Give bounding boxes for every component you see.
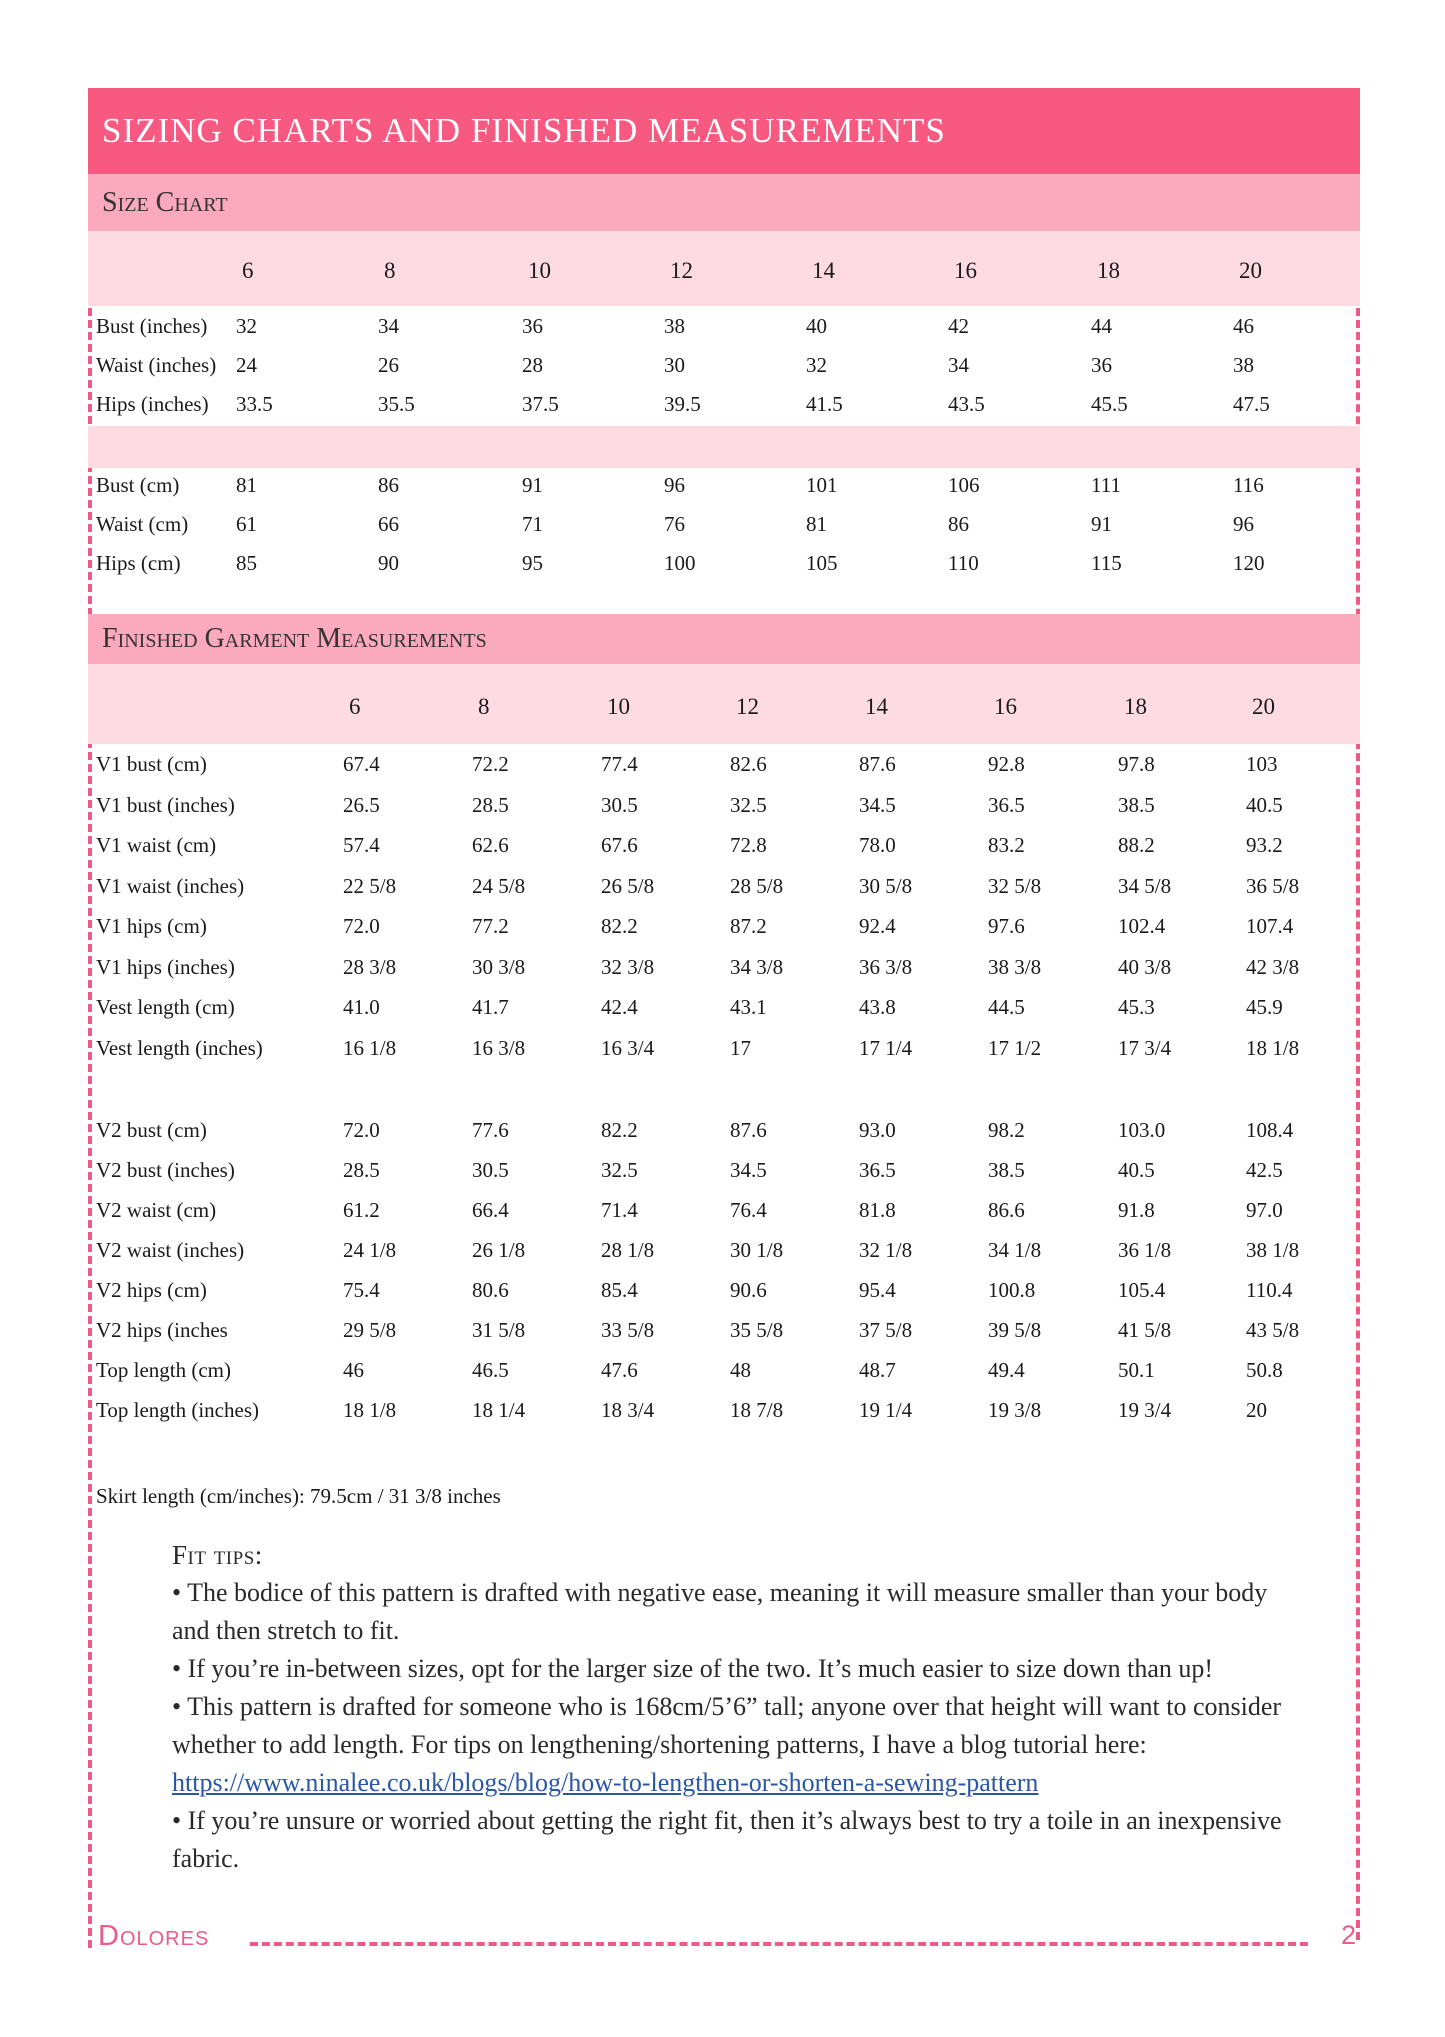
table-cell: 76 [664,512,685,536]
table-cell: 32 [236,314,257,338]
row-label: Vest length (inches) [96,1035,263,1060]
fit-tip-toile: • If you’re unsure or worried about getting the right fit, then it’s always best to try a toile in an inexpensive fabric. [172,1806,1282,1873]
size-header-8: 8 [384,258,396,283]
table-cell: 120 [1233,551,1265,575]
table-cell: 32.5 [601,1158,638,1182]
table-cell: 35.5 [378,392,415,416]
table-cell: 77.4 [601,752,638,776]
finished-header-band [88,664,1360,744]
table-cell: 71.4 [601,1198,638,1222]
table-cell: 61.2 [343,1198,380,1222]
size-header-6: 6 [349,694,361,719]
table-cell: 46 [343,1358,364,1382]
table-cell: 24 1/8 [343,1238,397,1262]
finished-garment-heading: Finished Garment Measurements [88,614,1360,664]
table-cell: 110 [948,551,979,575]
table-cell: 96 [664,473,685,497]
size-header-18: 18 [1097,258,1120,283]
table-cell: 92.4 [859,914,896,938]
table-cell: 98.2 [988,1118,1025,1142]
table-cell: 28.5 [472,792,509,817]
footer-brand: Dolores [98,1920,210,1952]
table-cell: 82.6 [730,752,767,776]
table-cell: 43.5 [948,392,985,416]
table-cell: 30 [664,353,685,377]
table-row [88,551,1360,589]
table-cell: 46.5 [472,1358,509,1382]
table-cell: 33.5 [236,392,273,416]
table-cell: 42.5 [1246,1158,1283,1182]
table-cell: 24 5/8 [472,873,526,898]
table-cell: 72.8 [730,833,767,857]
table-cell: 38 [664,314,685,338]
table-cell: 18 1/8 [1246,1035,1300,1060]
table-cell: 92.8 [988,752,1025,776]
table-row [88,874,1360,912]
table-cell: 44.5 [988,995,1025,1019]
size-header-18: 18 [1124,694,1147,719]
table-row [88,512,1360,550]
table-cell: 40 3/8 [1118,954,1172,979]
table-cell: 86.6 [988,1198,1025,1222]
row-label: V2 hips (cm) [96,1278,207,1302]
table-cell: 78.0 [859,833,896,857]
table-cell: 22 5/8 [343,873,397,898]
size-chart-header-band [88,231,1360,306]
table-cell: 91 [1091,512,1112,536]
table-cell: 35 5/8 [730,1318,784,1342]
table-cell: 40 [806,314,827,338]
table-cell: 86 [948,512,969,536]
table-row [88,752,1360,790]
table-cell: 95.4 [859,1278,896,1302]
size-header-20: 20 [1252,694,1275,719]
table-cell: 66 [378,512,399,536]
row-label: V1 waist (cm) [96,833,217,857]
table-cell: 34 3/8 [730,954,784,979]
table-cell: 72.2 [472,752,509,776]
table-row [88,1318,1360,1356]
row-label: Hips (cm) [96,551,181,575]
table-cell: 57.4 [343,833,380,857]
table-cell: 42.4 [601,995,638,1019]
table-cell: 67.6 [601,833,638,857]
fit-tip-height-text: • This pattern is drafted for someone who is 168cm/5’6” tall; anyone over that height will want to consider whether to add length. For tips on lengthening/shortening patterns, I have a blog tutorial here: [172,1692,1282,1759]
table-cell: 28 5/8 [730,873,784,898]
table-cell: 32.5 [730,792,767,817]
fit-tip-height [172,1688,1302,1802]
table-cell: 18 7/8 [730,1398,784,1422]
table-cell: 66.4 [472,1198,509,1222]
table-cell: 43 5/8 [1246,1318,1300,1342]
table-cell: 50.1 [1118,1358,1155,1382]
table-cell: 100 [664,551,696,575]
size-header-16: 16 [994,694,1017,719]
table-cell: 34.5 [859,792,896,817]
table-cell: 106 [948,473,980,497]
size-header-10: 10 [528,258,551,283]
table-cell: 81 [806,512,827,536]
size-header-12: 12 [736,694,759,719]
table-cell: 45.3 [1118,995,1155,1019]
table-cell: 45.9 [1246,995,1283,1019]
table-row [88,833,1360,871]
table-cell: 34 [948,353,969,377]
table-cell: 17 1/2 [988,1035,1042,1060]
table-cell: 67.4 [343,752,380,776]
table-cell: 38.5 [988,1158,1025,1182]
size-chart-divider-band [88,426,1360,468]
table-cell: 18 3/4 [601,1398,655,1422]
table-cell: 19 1/4 [859,1398,913,1422]
table-cell: 76.4 [730,1198,767,1222]
table-cell: 100.8 [988,1278,1036,1302]
table-cell: 36 3/8 [859,954,913,979]
table-cell: 36 [522,314,543,338]
table-cell: 110.4 [1246,1278,1293,1302]
table-cell: 17 [730,1035,751,1060]
table-cell: 39.5 [664,392,701,416]
table-cell: 95 [522,551,543,575]
row-label: Vest length (cm) [96,995,235,1019]
table-cell: 107.4 [1246,914,1294,938]
table-cell: 82.2 [601,1118,638,1142]
size-header-20: 20 [1239,258,1262,283]
table-cell: 47.6 [601,1358,638,1382]
page-frame [88,88,1360,1950]
size-header-8: 8 [478,694,490,719]
row-label: Top length (cm) [96,1358,231,1382]
size-header-6: 6 [242,258,254,283]
table-cell: 85.4 [601,1278,638,1302]
table-cell: 83.2 [988,833,1025,857]
table-row [88,1398,1360,1436]
table-row [88,914,1360,952]
row-label: Bust (inches) [96,314,208,338]
table-cell: 72.0 [343,914,380,938]
row-label: Top length (inches) [96,1398,259,1422]
table-cell: 29 5/8 [343,1318,397,1342]
table-cell: 19 3/4 [1118,1398,1172,1422]
table-cell: 36.5 [859,1158,896,1182]
row-label: V2 waist (cm) [96,1198,217,1222]
table-cell: 71 [522,512,543,536]
table-cell: 38 1/8 [1246,1238,1300,1262]
row-label: V1 waist (inches) [96,873,245,898]
table-cell: 81.8 [859,1198,896,1222]
table-cell: 41.5 [806,392,843,416]
table-cell: 36.5 [988,792,1025,817]
row-label: Waist (inches) [96,353,217,377]
table-cell: 43.8 [859,995,896,1019]
fit-tip-in-between-sizes: • If you’re in-between sizes, opt for the larger size of the two. It’s much easier to size down than up! [172,1654,1214,1683]
table-cell: 91 [522,473,543,497]
table-cell: 34 1/8 [988,1238,1042,1262]
table-cell: 19 3/8 [988,1398,1042,1422]
size-header-10: 10 [607,694,630,719]
table-cell: 88.2 [1118,833,1155,857]
table-cell: 38 [1233,353,1254,377]
skirt-length-note: Skirt length (cm/inches): 79.5cm / 31 3/8 inches [96,1484,501,1508]
table-row [88,473,1360,511]
table-cell: 72.0 [343,1118,380,1142]
table-cell: 32 5/8 [988,873,1042,898]
table-cell: 17 3/4 [1118,1035,1172,1060]
table-cell: 30.5 [472,1158,509,1182]
table-cell: 26.5 [343,792,380,817]
table-cell: 32 1/8 [859,1238,913,1262]
table-cell: 30.5 [601,792,638,817]
table-cell: 32 [806,353,827,377]
fit-tips [172,1536,1302,1878]
table-cell: 37.5 [522,392,559,416]
table-cell: 36 [1091,353,1112,377]
size-header-12: 12 [670,258,693,283]
table-cell: 93.2 [1246,833,1283,857]
row-label: V1 bust (inches) [96,792,235,817]
table-cell: 103.0 [1118,1118,1166,1142]
table-cell: 108.4 [1246,1118,1294,1142]
table-cell: 34.5 [730,1158,767,1182]
table-row [88,314,1360,352]
row-label: Hips (inches) [96,392,209,416]
table-cell: 62.6 [472,833,509,857]
table-cell: 36 1/8 [1118,1238,1172,1262]
table-row [88,955,1360,993]
table-cell: 116 [1233,473,1264,497]
table-cell: 41 5/8 [1118,1318,1172,1342]
table-cell: 61 [236,512,257,536]
table-cell: 26 5/8 [601,873,655,898]
blog-tutorial-link[interactable]: https://www.ninalee.co.uk/blogs/blog/how-to-lengthen-or-shorten-a-sewing-pattern [172,1768,1039,1797]
table-cell: 105 [806,551,838,575]
table-row [88,1238,1360,1276]
table-cell: 28 1/8 [601,1238,655,1262]
size-chart-heading: Size Chart [88,174,1360,231]
row-label: Waist (cm) [96,512,189,536]
row-label: V2 bust (cm) [96,1118,207,1142]
row-label: V1 bust (cm) [96,752,207,776]
table-row [88,995,1360,1033]
table-cell: 26 [378,353,399,377]
table-cell: 41.7 [472,995,509,1019]
table-cell: 39 5/8 [988,1318,1042,1342]
table-cell: 90 [378,551,399,575]
table-cell: 90.6 [730,1278,767,1302]
table-cell: 48 [730,1358,751,1382]
table-cell: 16 3/8 [472,1035,526,1060]
row-label: V2 bust (inches) [96,1158,235,1182]
page-title: SIZING CHARTS AND FINISHED MEASUREMENTS [88,88,1360,174]
table-cell: 28.5 [343,1158,380,1182]
table-cell: 47.5 [1233,392,1270,416]
table-row [88,1278,1360,1316]
row-label: V2 hips (inches [96,1318,228,1342]
table-cell: 105.4 [1118,1278,1166,1302]
table-cell: 34 [378,314,399,338]
table-cell: 18 1/4 [472,1398,526,1422]
table-cell: 45.5 [1091,392,1128,416]
table-cell: 101 [806,473,838,497]
table-cell: 38.5 [1118,792,1155,817]
table-cell: 37 5/8 [859,1318,913,1342]
table-cell: 86 [378,473,399,497]
table-cell: 38 3/8 [988,954,1042,979]
table-cell: 43.1 [730,995,767,1019]
row-label: V2 waist (inches) [96,1238,245,1262]
table-cell: 97.6 [988,914,1025,938]
table-cell: 42 3/8 [1246,954,1300,979]
fit-tips-title: Fit tips: [172,1540,263,1570]
row-label: V1 hips (cm) [96,914,207,938]
table-cell: 24 [236,353,257,377]
table-cell: 20 [1246,1398,1267,1422]
table-cell: 30 1/8 [730,1238,784,1262]
table-cell: 28 [522,353,543,377]
row-label: Bust (cm) [96,473,180,497]
table-row [88,353,1360,391]
table-cell: 18 1/8 [343,1398,397,1422]
table-cell: 97.0 [1246,1198,1283,1222]
table-row [88,1158,1360,1196]
table-cell: 87.2 [730,914,767,938]
table-cell: 77.2 [472,914,509,938]
table-cell: 80.6 [472,1278,509,1302]
size-header-16: 16 [954,258,977,283]
table-cell: 93.0 [859,1118,896,1142]
table-cell: 91.8 [1118,1198,1155,1222]
table-cell: 31 5/8 [472,1318,526,1342]
table-row [88,1118,1360,1156]
table-cell: 16 3/4 [601,1035,655,1060]
table-cell: 41.0 [343,995,380,1019]
table-cell: 103 [1246,752,1278,776]
table-cell: 115 [1091,551,1122,575]
fit-tip-negative-ease: • The bodice of this pattern is drafted with negative ease, meaning it will measure smaller than your body and then stretch to fit. [172,1578,1268,1645]
table-cell: 102.4 [1118,914,1166,938]
table-cell: 32 3/8 [601,954,655,979]
size-header-14: 14 [865,694,888,719]
table-cell: 96 [1233,512,1254,536]
footer-dashed-line [250,1942,1308,1946]
table-cell: 48.7 [859,1358,896,1382]
table-cell: 26 1/8 [472,1238,526,1262]
table-cell: 17 1/4 [859,1035,913,1060]
table-row [88,1036,1360,1074]
table-cell: 111 [1091,473,1121,497]
size-header-14: 14 [812,258,835,283]
table-cell: 46 [1233,314,1254,338]
page-number: 2 [1340,1920,1356,1950]
table-cell: 50.8 [1246,1358,1283,1382]
table-row [88,793,1360,831]
table-cell: 85 [236,551,257,575]
table-cell: 87.6 [730,1118,767,1142]
table-cell: 44 [1091,314,1112,338]
table-cell: 28 3/8 [343,954,397,979]
table-cell: 75.4 [343,1278,380,1302]
table-cell: 82.2 [601,914,638,938]
table-row [88,1358,1360,1396]
table-row [88,1198,1360,1236]
table-cell: 42 [948,314,969,338]
table-row [88,392,1360,430]
table-cell: 33 5/8 [601,1318,655,1342]
table-cell: 77.6 [472,1118,509,1142]
table-cell: 81 [236,473,257,497]
table-cell: 49.4 [988,1358,1025,1382]
table-cell: 16 1/8 [343,1035,397,1060]
table-cell: 40.5 [1118,1158,1155,1182]
row-label: V1 hips (inches) [96,954,235,979]
table-cell: 97.8 [1118,752,1155,776]
table-cell: 40.5 [1246,792,1283,817]
table-cell: 30 3/8 [472,954,526,979]
table-cell: 30 5/8 [859,873,913,898]
table-cell: 87.6 [859,752,896,776]
table-cell: 34 5/8 [1118,873,1172,898]
table-cell: 36 5/8 [1246,873,1300,898]
